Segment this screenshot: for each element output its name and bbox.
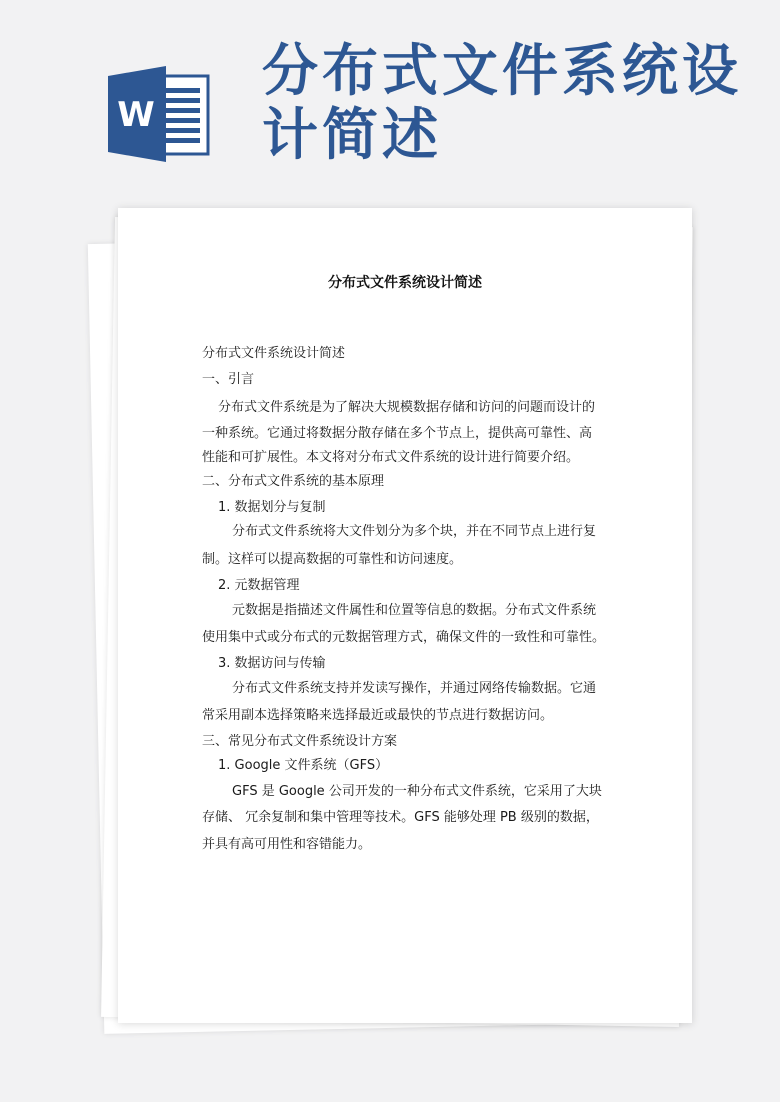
doc-line: 元数据是指描述文件属性和位置等信息的数据。分布式文件系统 (232, 603, 597, 618)
doc-line: 3. 数据访问与传输 (218, 656, 326, 671)
doc-line: GFS 是 Google 公司开发的一种分布式文件系统，它采用了大块 (232, 784, 602, 799)
doc-line: 分布式文件系统设计简述 (202, 346, 346, 361)
doc-line: 一、引言 (202, 372, 255, 387)
doc-line: 并具有高可用性和容错能力。 (202, 837, 372, 852)
doc-line: 分布式文件系统是为了解决大规模数据存储和访问的问题而设计的 (218, 400, 596, 415)
header-title (262, 40, 762, 168)
doc-line: 性能和可扩展性。本文将对分布式文件系统的设计进行简要介绍。 (202, 450, 580, 465)
logo-letter: W (117, 95, 155, 135)
doc-line: 1. 数据划分与复制 (218, 500, 326, 515)
doc-line: 二、分布式文件系统的基本原理 (202, 474, 385, 489)
doc-line: 一种系统。它通过将数据分散存储在多个节点上，提供高可靠性、高 (202, 426, 593, 441)
doc-line: 使用集中式或分布式的元数据管理方式，确保文件的一致性和可靠性。 (202, 630, 606, 645)
doc-line: 三、常见分布式文件系统设计方案 (202, 734, 398, 749)
doc-line: 2. 元数据管理 (218, 578, 300, 593)
doc-line: 分布式文件系统将大文件划分为多个块，并在不同节点上进行复 (232, 524, 597, 539)
header-banner (0, 0, 780, 200)
document-title: 分布式文件系统设计简述 (328, 275, 482, 291)
word-document-icon (108, 66, 212, 162)
doc-line: 常采用副本选择策略来选择最近或最快的节点进行数据访问。 (202, 708, 554, 723)
doc-line: 制。这样可以提高数据的可靠性和访问速度。 (202, 552, 463, 567)
doc-line: 1. Google 文件系统（GFS） (218, 758, 389, 773)
header-title-line2: 计简述 (262, 103, 442, 168)
document-page (118, 208, 692, 1023)
doc-line: 分布式文件系统支持并发读写操作，并通过网络传输数据。它通 (232, 681, 597, 696)
header-title-line1: 分布式文件系统设 (262, 39, 742, 104)
doc-line: 存储、 冗余复制和集中管理等技术。GFS 能够处理 PB 级别的数据， (202, 810, 599, 825)
